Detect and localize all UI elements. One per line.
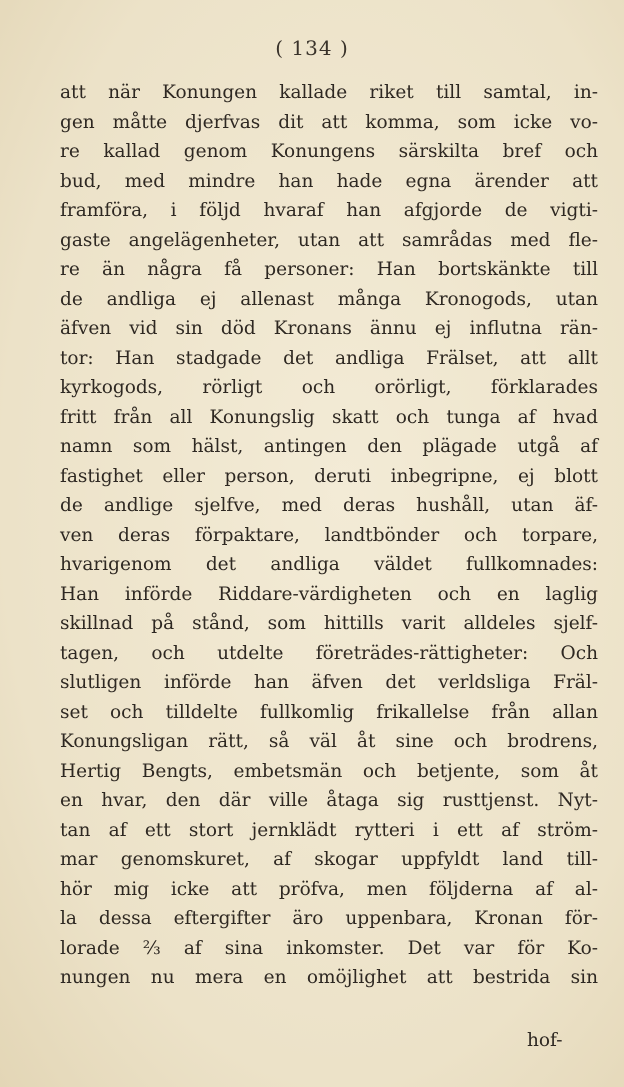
text-line: ven deras förpaktare, landtbönder och torpare, xyxy=(60,524,598,546)
text-line: nungen nu mera en omöjlighet att bestrida sin xyxy=(60,967,598,988)
text-line: la dessa eftergifter äro uppenbara, Kronan för- xyxy=(60,908,598,929)
text-line: hör mig icke att pröfva, men följderna af al- xyxy=(60,878,598,900)
text-line: namn som hälst, antingen den plägade utgå af xyxy=(60,436,598,457)
text-line: gen måtte djerfvas dit att komma, som icke vo- xyxy=(60,111,598,133)
text-line: tagen, och utdelte företrädes-rättigheter: Och xyxy=(60,642,598,664)
body-text xyxy=(60,78,598,993)
text-line: re kallad genom Konungens särskilta bref och xyxy=(60,141,598,162)
text-line: framföra, i följd hvaraf han afgjorde de vigti- xyxy=(60,200,598,221)
text-line: Konungsligan rätt, så väl åt sine och brodrens, xyxy=(60,731,598,752)
text-line: gaste angelägenheter, utan att samrådas med fle- xyxy=(60,229,598,251)
text-line: skillnad på stånd, som hittills varit alldeles sjelf- xyxy=(60,613,598,634)
text-line: re än några få personer: Han bortskänkte till xyxy=(60,259,598,280)
text-line: de andlige sjelfve, med deras hushåll, utan äf- xyxy=(60,495,598,516)
text-line: fastighet eller person, deruti inbegripne, ej blott xyxy=(60,465,598,487)
text-line: de andliga ej allenast många Kronogods, utan xyxy=(60,288,598,310)
text-line: set och tilldelte fullkomlig frikallelse från allan xyxy=(60,701,598,723)
text-line: mar genomskuret, af skogar uppfyldt land till- xyxy=(60,849,598,870)
page-number: ( 134 ) xyxy=(275,36,349,60)
text-line: Han införde Riddare-värdigheten och en laglig xyxy=(60,583,598,605)
text-line: kyrkogods, rörligt och orörligt, förklarades xyxy=(60,377,598,398)
text-line: tor: Han stadgade det andliga Frälset, att allt xyxy=(60,347,598,369)
text-line: tan af ett stort jernklädt rytteri i ett af ström- xyxy=(60,819,598,841)
text-line: lorade ⅔ af sina inkomster. Det var för Ko- xyxy=(60,937,598,959)
text-line: fritt från all Konungslig skatt och tunga af hvad xyxy=(60,406,598,428)
text-line: hvarigenom det andliga väldet fullkomnades: xyxy=(60,554,598,575)
text-line: slutligen införde han äfven det verldsliga Fräl- xyxy=(60,672,598,693)
text-line: bud, med mindre han hade egna ärender att xyxy=(60,170,598,192)
text-line: äfven vid sin död Kronans ännu ej influtna rän- xyxy=(60,318,598,339)
text-line: Hertig Bengts, embetsmän och betjente, som åt xyxy=(60,760,598,782)
text-line: en hvar, den där ville åtaga sig rusttjenst. Nyt- xyxy=(60,790,598,811)
text-line: att när Konungen kallade riket till samtal, in- xyxy=(60,82,598,103)
catchword: hof- xyxy=(527,1030,563,1051)
